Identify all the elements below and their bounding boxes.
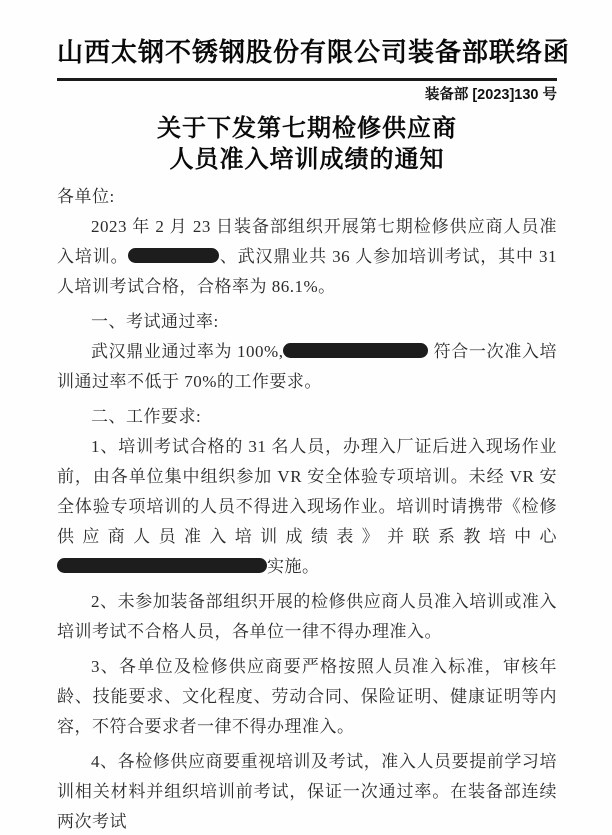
document-body xyxy=(57,182,557,835)
subject-title-line-2: 人员准入培训成绩的通知 xyxy=(169,146,445,173)
paragraph-requirement-4: 4、各检修供应商要重视培训及考试，准入人员要提前学习培训相关材料并组织培训前考试，保证一次通过率。在装备部连续两次考试 xyxy=(57,752,557,831)
letterhead xyxy=(57,34,571,104)
letterhead-divider-rule xyxy=(57,78,557,81)
paragraph-requirement-2: 2、未参加装备部组织开展的检修供应商人员准入培训或准入培训考试不合格人员，各单位一律不得办理准入。 xyxy=(57,592,557,641)
redaction-bar-3 xyxy=(57,558,267,573)
salutation: 各单位: xyxy=(57,187,115,206)
doc-number: 装备部 [2023]130 号 xyxy=(424,87,557,103)
paragraph-requirement-1 xyxy=(57,432,557,582)
subject-title xyxy=(57,113,557,175)
redaction-bar-1 xyxy=(128,248,219,263)
paragraph-pass-rate xyxy=(57,337,557,397)
pass-rate-text-segment-1: 武汉鼎业通过率为 100%, xyxy=(91,342,284,361)
redaction-bar-2 xyxy=(283,343,428,358)
paragraph-intro xyxy=(57,212,557,302)
section-1-heading: 一、考试通过率: xyxy=(91,312,219,331)
pass-rate-text-segment-2: 符合一次准入培训通过率不低于 70%的工作要求。 xyxy=(57,342,558,391)
section-2-heading: 二、工作要求: xyxy=(91,407,202,426)
requirement-1-text-segment-1: 1、培训考试合格的 31 名人员，办理入厂证后进入现场作业前，由各单位集中组织参加 VR 安全体验专项培训。未经 VR 安全体验专项培训的人员不得进入现场作业。培训时请携带《检修供应商人员准入培训成绩表》并联系教培中心 xyxy=(57,437,557,546)
subject-title-line-1: 关于下发第七期检修供应商 xyxy=(157,115,457,142)
letterhead-title: 山西太钢不锈钢股份有限公司装备部联络函 xyxy=(57,37,571,67)
paragraph-requirement-3: 3、各单位及检修供应商要严格按照人员准入标准，审核年龄、技能要求、文化程度、劳动合同、保险证明、健康证明等内容，不符合要求者一律不得办理准入。 xyxy=(57,657,557,736)
intro-text-segment-1: 2023 年 2 月 23 日装备部组织开展第七期检修供应商人员准入培训。 xyxy=(57,217,557,266)
requirement-1-text-segment-2: 实施。 xyxy=(267,557,320,576)
intro-text-segment-2: 、武汉鼎业共 36 人参加培训考试，其中 31 人培训考试合格，合格率为 86.1%。 xyxy=(57,247,558,296)
